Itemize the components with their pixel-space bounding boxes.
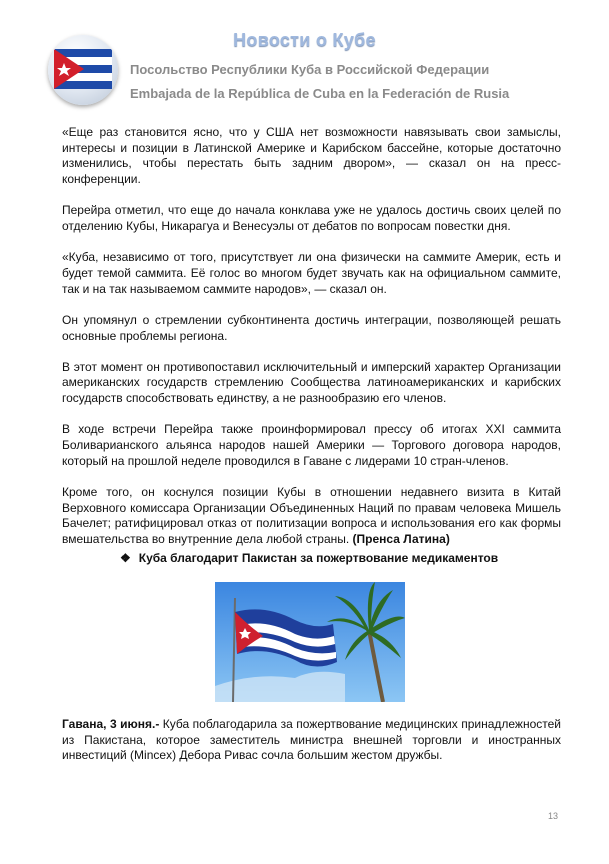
site-title: Новости о Кубе (233, 30, 376, 50)
paragraph: «Еще раз становится ясно, что у США нет возможности навязывать свои замыслы, интересы и позиции в Латинской Америке и Карибском бассейне, которые достаточно изменились, чтобы перестать быть задним двором», — сказал он на пресс-конференции. (62, 125, 561, 187)
cuban-flag-photo (215, 582, 405, 702)
paragraph-text: Кроме того, он коснулся позиции Кубы в отношении недавнего визита в Китай Верховного комиссара Организации Объединенных Наций по правам человека Мишель Бачелет; ратифицировал отказ от политизации вопроса и использования его как формы вмешательства во внутренние дела любой страны. (62, 484, 561, 547)
page-number: 13 (548, 811, 559, 821)
page-header (0, 0, 609, 110)
paragraph: В ходе встречи Перейра также проинформировал прессу об итогах XXI саммита Боливарианского альянса народов нашей Америки — Торгового договора народов, который на прошлой неделе проводился в Гаване с лидерами 10 стран-членов. (62, 422, 561, 468)
article-headline (120, 551, 498, 565)
dateline: Гавана, 3 июня.- (62, 717, 160, 731)
paragraph: В этот момент он противопоставил исключительный и имперский характер Организации американских государств стремлению Сообщества латиноамериканских и карибских государств способствовать единству, а не разнообразию его членов. (62, 359, 561, 406)
article-body (62, 125, 561, 563)
paragraph: Он упомянул о стремлении субконтинента достичь интеграции, позволяющей решать основные проблемы региона. (62, 312, 561, 343)
article-lead (62, 717, 561, 764)
lead-text: Куба поблагодарила за пожертвование медицинских принадлежностей из Пакистана, которое заместитель министра внешней торговли и иностранных инвестиций (Mincex) Дебора Ривас сочла большим жестом дружбы. (62, 717, 561, 763)
embassy-name-russian: Посольство Республики Куба в Российской Федерации (130, 62, 490, 77)
paragraph: Перейра отметил, что еще до начала конклава уже не удалось достичь своих целей по отделению Кубы, Никарагуа и Венесуэлы от дебатов по вопросам повестки дня. (62, 203, 561, 234)
embassy-name-spanish: Embajada de la República de Cuba en la Federación de Rusia (130, 86, 510, 101)
headline-text: Куба благодарит Пакистан за пожертвование медикаментов (138, 551, 499, 565)
diamond-bullet-icon: ❖ (120, 551, 131, 565)
lead-paragraph (62, 717, 561, 764)
news-source: (Пренса Латина) (352, 532, 450, 547)
paragraph: «Куба, независимо от того, присутствует ли она физически на саммите Америк, есть и будет темой саммита. Её голос во многом будет звучать как на официальном саммите, так и на так называемом саммите народов», — сказал он. (62, 250, 561, 296)
paragraph (62, 485, 561, 548)
